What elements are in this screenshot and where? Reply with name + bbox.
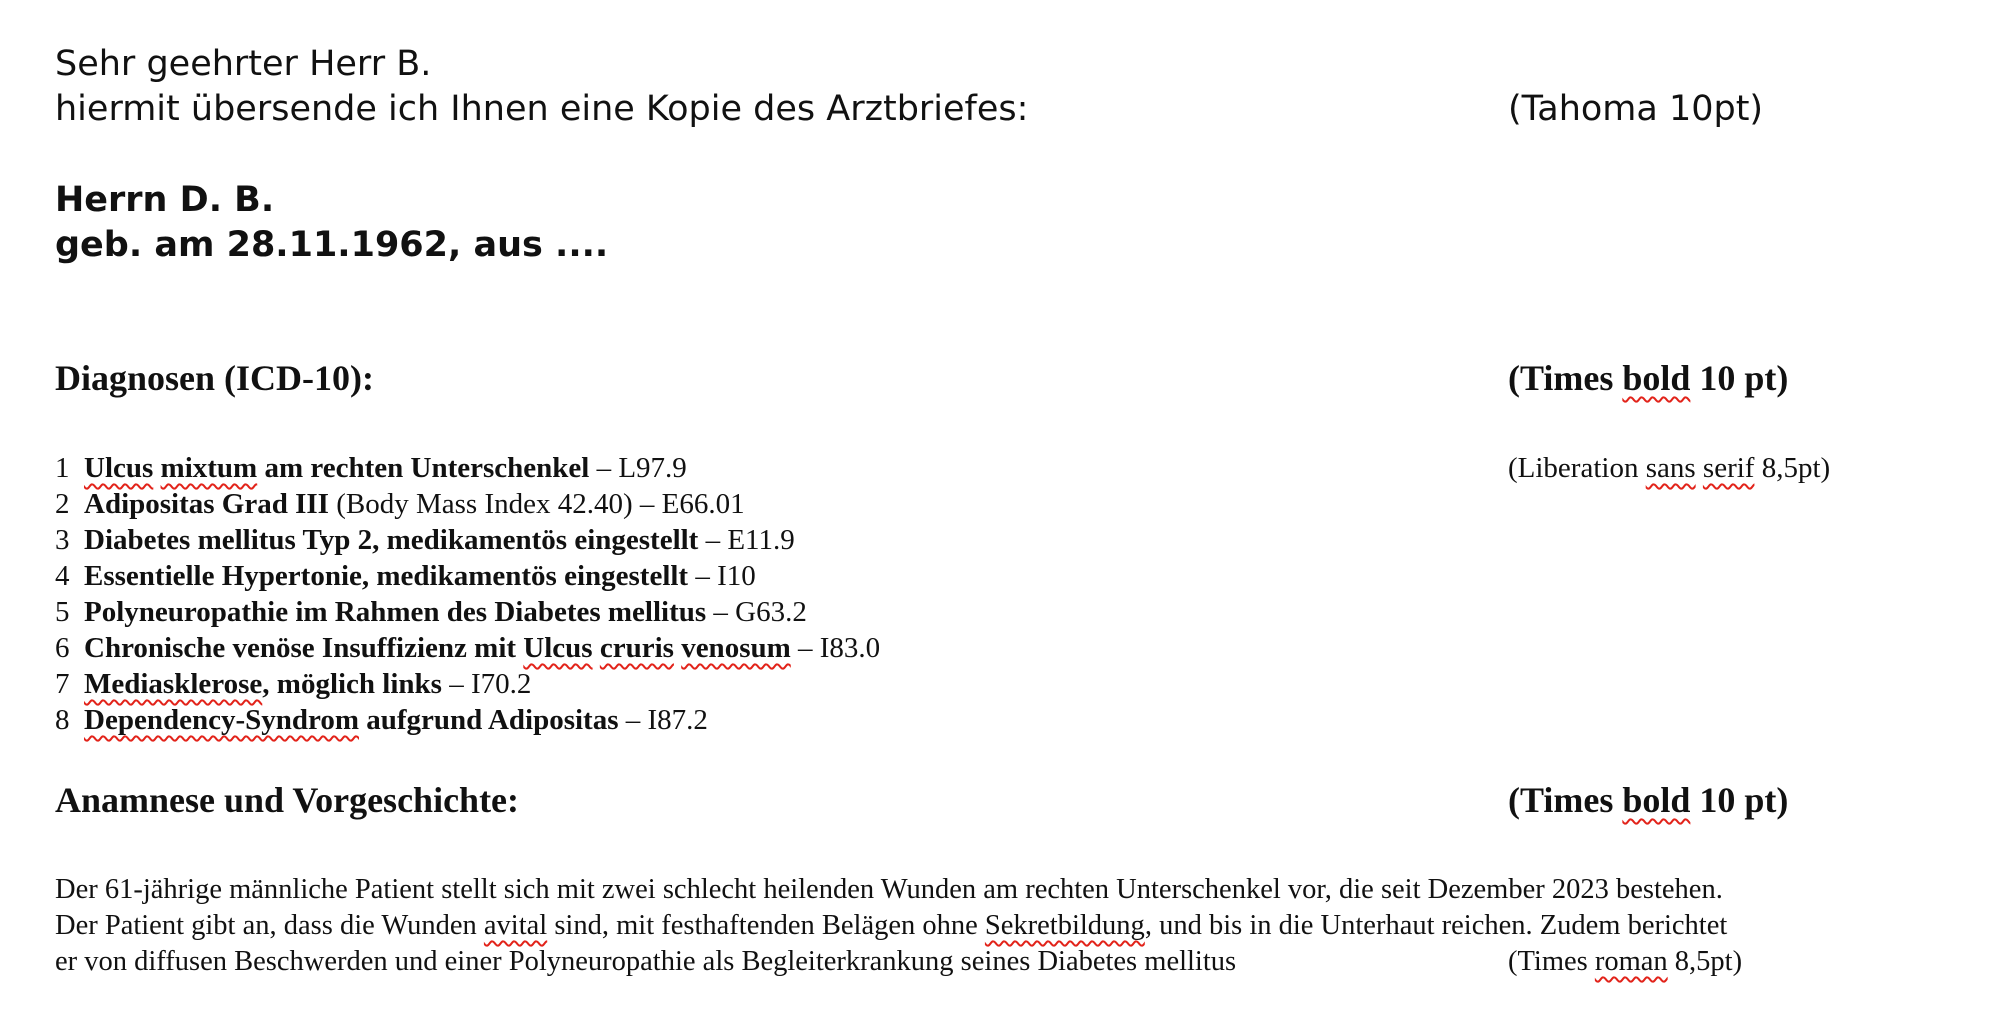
intro-font-note: (Tahoma 10pt) bbox=[1508, 89, 1764, 129]
spellcheck-word: bold bbox=[1622, 358, 1691, 398]
intro-line: hiermit übersende ich Ihnen eine Kopie des Arztbriefes: bbox=[55, 89, 1029, 129]
spellcheck-word: avital bbox=[483, 910, 548, 941]
anamnese-line: Der Patient gibt an, dass die Wunden avital sind, mit festhaftenden Belägen ohne Sekretbildung, und bis in die Unterhaut reichen. Zudem berichtet bbox=[55, 910, 1728, 941]
spellcheck-word: venosum bbox=[681, 632, 791, 664]
greeting: Sehr geehrter Herr B. bbox=[55, 44, 432, 84]
spellcheck-word: bold bbox=[1622, 780, 1691, 820]
anamnese-line: Der 61-jährige männliche Patient stellt sich mit zwei schlecht heilenden Wunden am rechten Unterschenkel vor, die seit Dezember 2023 bestehen. bbox=[55, 874, 1723, 905]
diagnosis-item: 4 Essentielle Hypertonie, medikamentös eingestellt – I10 bbox=[55, 560, 756, 592]
diagnosis-item: 6 Chronische venöse Insuffizienz mit Ulcus cruris venosum – I83.0 bbox=[55, 632, 881, 664]
diagnosis-item: 5 Polyneuropathie im Rahmen des Diabetes mellitus – G63.2 bbox=[55, 596, 807, 628]
spellcheck-word: Mediasklerose bbox=[84, 668, 263, 700]
anamnese-line: er von diffusen Beschwerden und einer Polyneuropathie als Begleiterkrankung seines Diabetes mellitus bbox=[55, 946, 1237, 977]
spellcheck-word: serif bbox=[1702, 452, 1755, 484]
diagnosis-item: 3 Diabetes mellitus Typ 2, medikamentös eingestellt – E11.9 bbox=[55, 524, 795, 556]
diagnoses-heading: Diagnosen (ICD-10): bbox=[55, 358, 374, 398]
spellcheck-word: sans bbox=[1645, 452, 1696, 484]
patient-name: Herrn D. B. bbox=[55, 180, 275, 220]
spellcheck-word: cruris bbox=[599, 632, 674, 664]
diagnosis-item: 7 Mediasklerose, möglich links – I70.2 bbox=[55, 668, 532, 700]
spellcheck-word: Ulcus bbox=[523, 632, 593, 664]
spellcheck-word: Ulcus bbox=[84, 452, 154, 484]
spellcheck-word: Dependency-Syndrom bbox=[84, 704, 359, 736]
diagnoses-font-note: (Times bold 10 pt) bbox=[1508, 358, 1789, 398]
diagnosis-item: 2 Adipositas Grad III (Body Mass Index 42.40) – E66.01 bbox=[55, 488, 745, 520]
spellcheck-word: roman bbox=[1594, 946, 1668, 977]
diagnosis-item: 8 Dependency-Syndrom aufgrund Adipositas – I87.2 bbox=[55, 704, 708, 736]
diagnosis-item: 1 Ulcus mixtum am rechten Unterschenkel – L97.9 bbox=[55, 452, 687, 484]
spellcheck-word: Sekretbildung bbox=[984, 910, 1145, 941]
spellcheck-word: mixtum bbox=[160, 452, 258, 484]
anamnese-heading: Anamnese und Vorgeschichte: bbox=[55, 780, 520, 820]
body-font-note: (Times roman 8,5pt) bbox=[1508, 946, 1743, 977]
anamnese-font-note: (Times bold 10 pt) bbox=[1508, 780, 1789, 820]
list-font-note: (Liberation sans serif 8,5pt) bbox=[1508, 452, 1831, 484]
patient-birth: geb. am 28.11.1962, aus .... bbox=[55, 225, 609, 265]
